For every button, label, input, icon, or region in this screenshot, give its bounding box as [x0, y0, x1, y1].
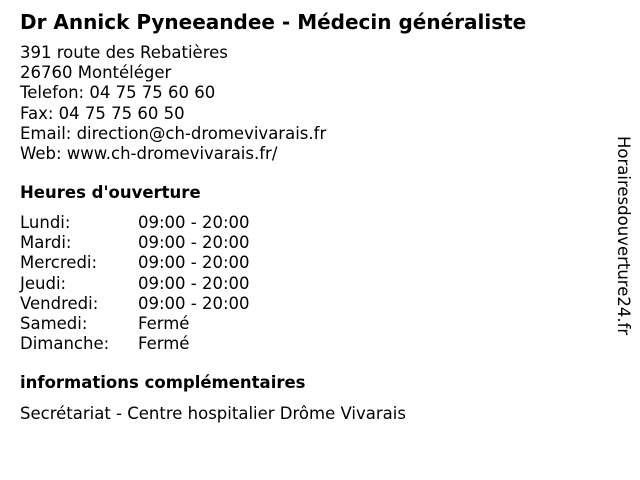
hours-value: 09:00 - 20:00	[138, 273, 250, 293]
additional-info-heading: informations complémentaires	[20, 373, 306, 392]
phone-number: Telefon: 04 75 75 60 60	[20, 83, 216, 103]
day-label: Mardi:	[20, 233, 72, 253]
hours-row-sunday	[20, 334, 250, 354]
opening-hours-table	[20, 213, 250, 354]
day-label: Mercredi:	[20, 253, 98, 273]
day-label: Vendredi:	[20, 293, 99, 313]
hours-value: Fermé	[138, 334, 190, 354]
hours-row-saturday	[20, 314, 250, 334]
page-title: Dr Annick Pyneeandee - Médecin généraliste	[20, 10, 527, 34]
day-label: Jeudi:	[20, 273, 67, 293]
day-label: Lundi:	[20, 213, 71, 232]
hours-value: 09:00 - 20:00	[138, 253, 250, 273]
website-url: Web: www.ch-dromevivarais.fr/	[20, 144, 278, 164]
street-address: 391 route des Rebatières	[20, 43, 228, 62]
hours-row-monday	[20, 213, 250, 233]
fax-number: Fax: 04 75 75 60 50	[20, 103, 185, 123]
hours-value: Fermé	[138, 314, 190, 334]
hours-row-thursday	[20, 274, 250, 294]
watermark	[610, 136, 636, 372]
additional-info-text: Secrétariat - Centre hospitalier Drôme Vivarais	[20, 404, 406, 423]
hours-row-tuesday	[20, 233, 250, 253]
watermark-text: Horairesdouverture24.fr	[614, 136, 633, 336]
hours-value: 09:00 - 20:00	[138, 233, 250, 253]
day-label: Dimanche:	[20, 334, 110, 354]
city-line: 26760 Montéléger	[20, 63, 172, 83]
hours-row-friday	[20, 294, 250, 314]
hours-row-wednesday	[20, 253, 250, 273]
email-address: Email: direction@ch-dromevivarais.fr	[20, 123, 327, 143]
day-label: Samedi:	[20, 314, 88, 334]
contact-block	[20, 43, 326, 164]
hours-value: 09:00 - 20:00	[138, 213, 250, 232]
opening-hours-heading: Heures d'ouverture	[20, 183, 201, 202]
hours-value: 09:00 - 20:00	[138, 293, 250, 313]
